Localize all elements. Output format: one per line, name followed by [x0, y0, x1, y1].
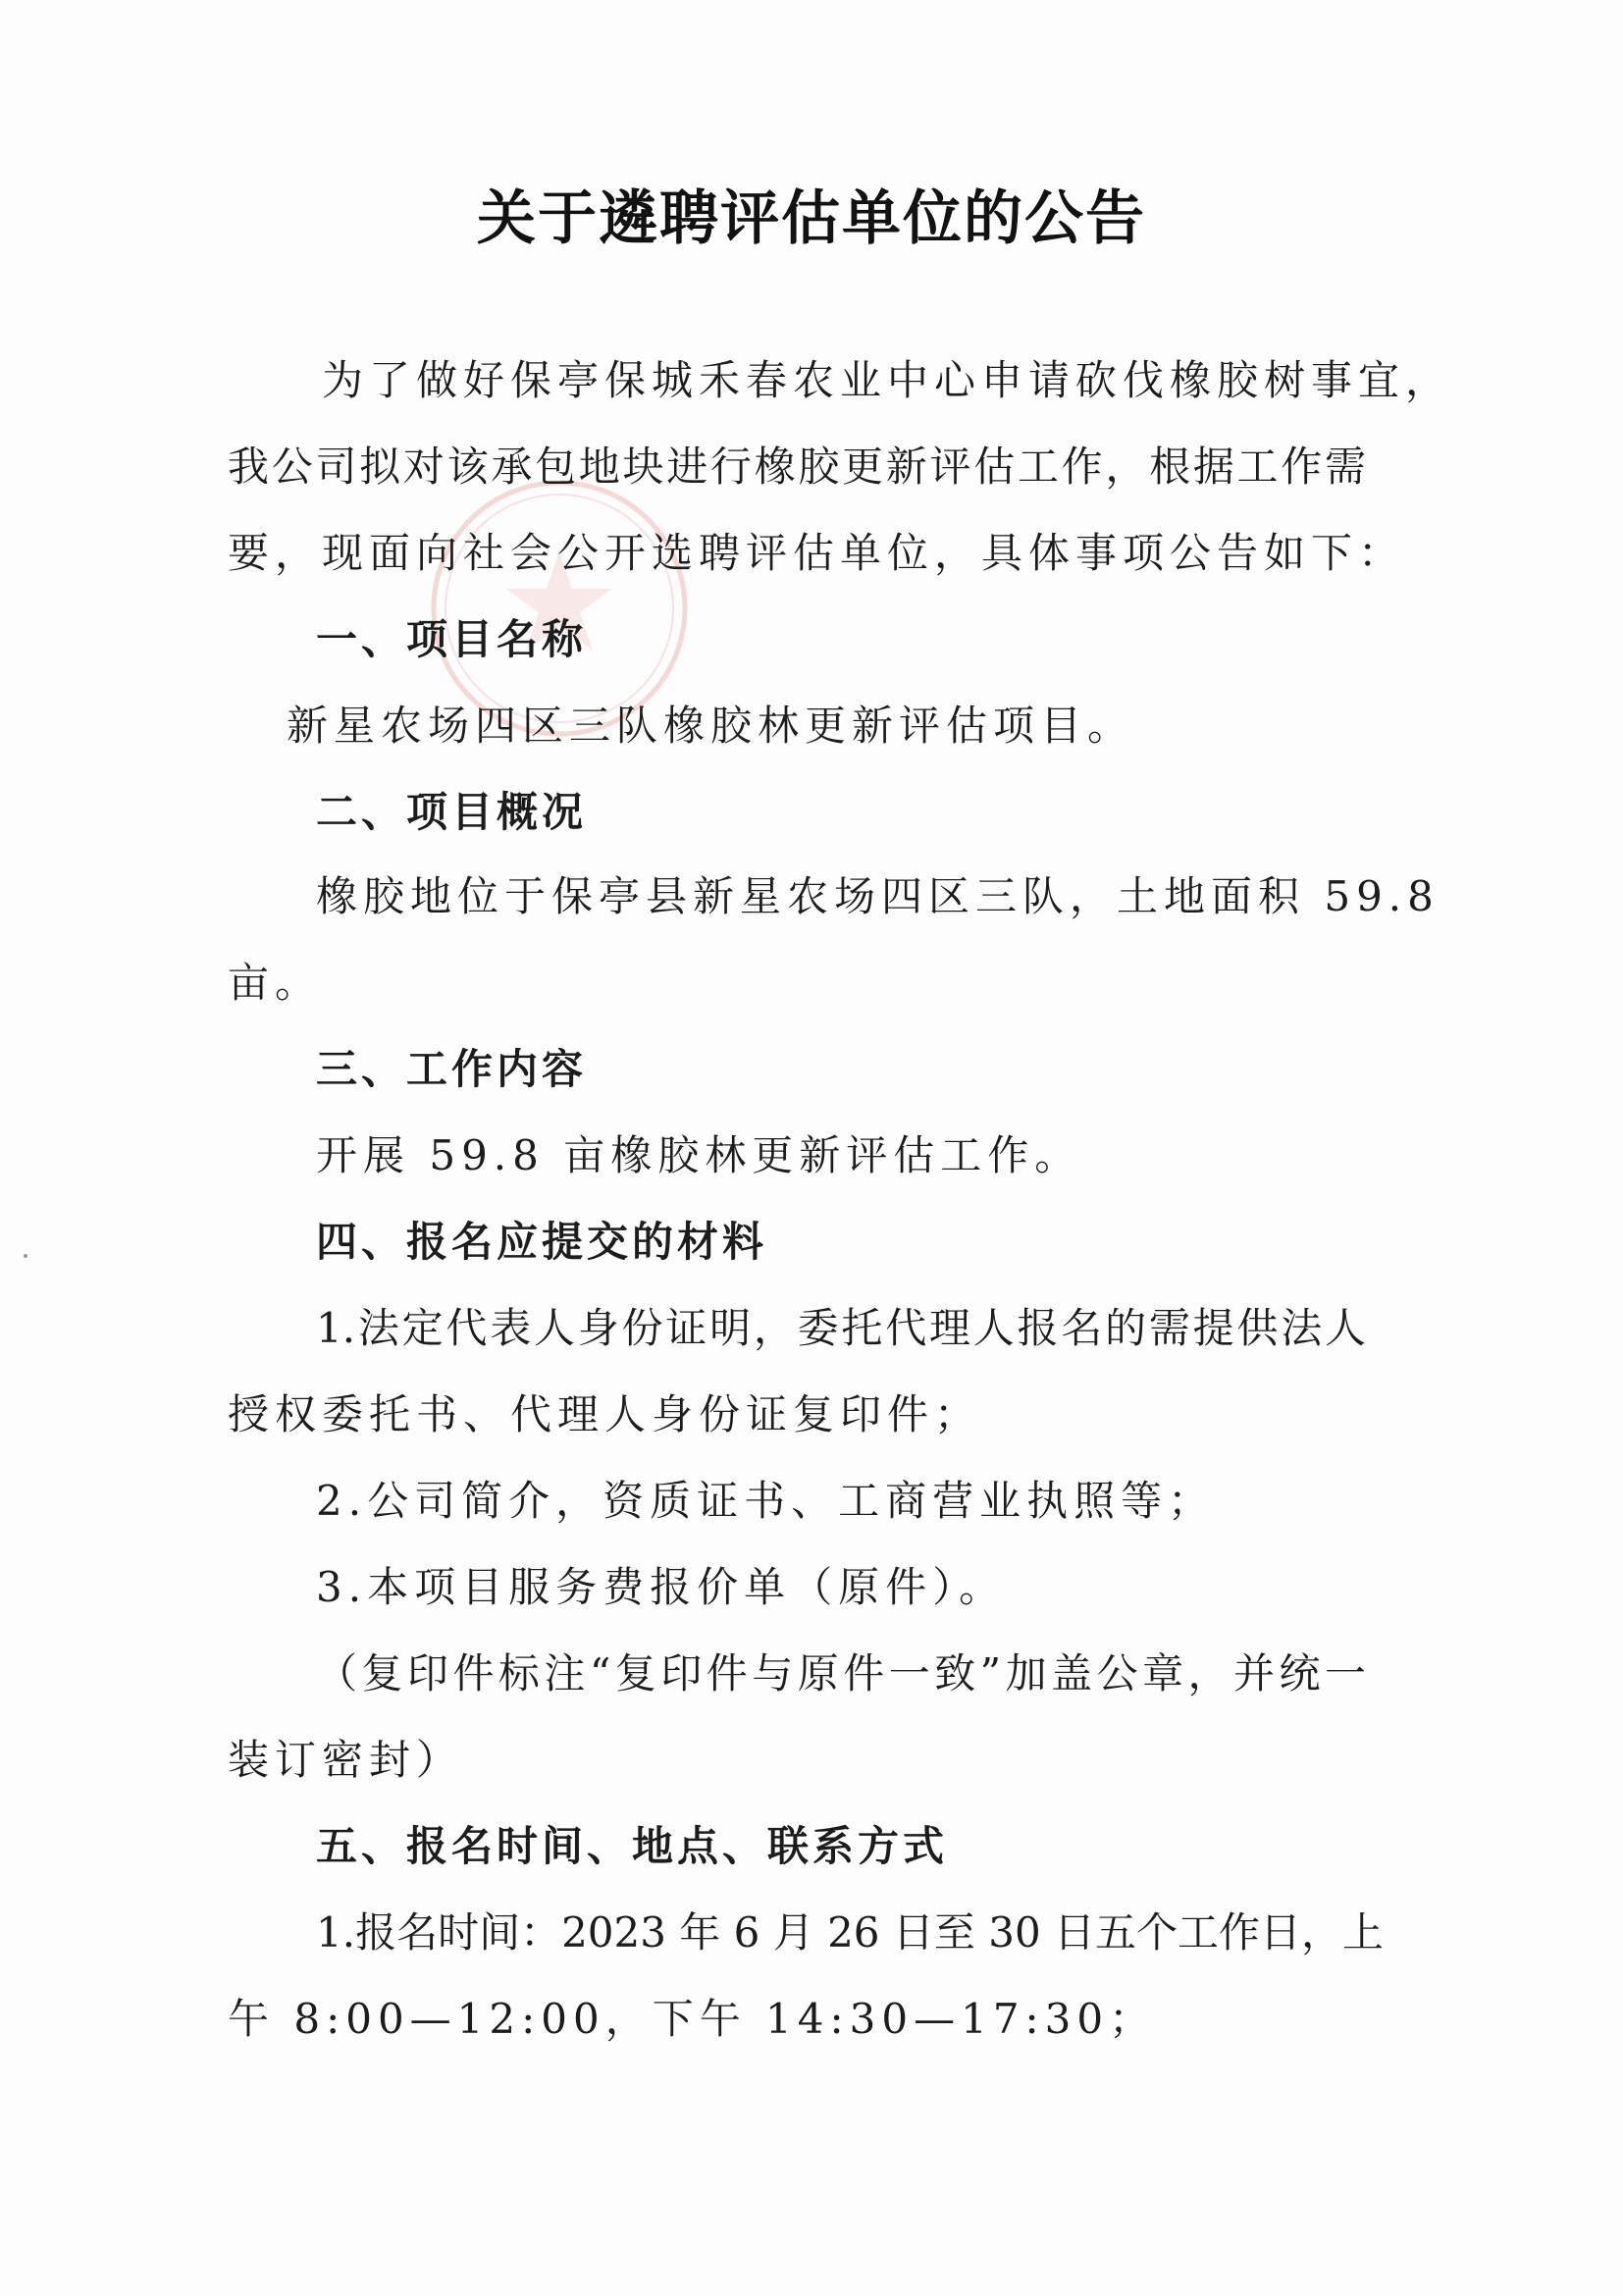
document-title: 关于遴聘评估单位的公告	[477, 184, 1146, 253]
section-heading: 四、报名应提交的材料	[316, 1218, 768, 1266]
scan-mark	[24, 1254, 27, 1258]
section-heading: 三、工作内容	[316, 1045, 588, 1093]
section-heading: 五、报名时间、地点、联系方式	[316, 1822, 949, 1870]
paragraph-line: 2.公司简介，资质证书、工商营业执照等；	[316, 1477, 1216, 1525]
paragraph-line: 橡胶地位于保亭县新星农场四区三队，土地面积 59.8	[316, 872, 1440, 920]
paragraph-line: 新星农场四区三队橡胶林更新评估项目。	[287, 702, 1135, 750]
paragraph-line: 我公司拟对该承包地块进行橡胶更新评估工作，根据工作需	[228, 443, 1366, 491]
section-heading: 一、项目名称	[316, 615, 588, 663]
paragraph-line: （复印件标注“复印件与原件一致”加盖公章，并统一	[316, 1649, 1366, 1697]
paragraph-line: 为了做好保亭保城禾春农业中心申请砍伐橡胶树事宜，	[322, 356, 1453, 404]
paragraph-line: 授权委托书、代理人身份证复印件；	[228, 1390, 982, 1438]
section-heading: 二、项目概况	[316, 788, 588, 836]
paragraph-line: 装订密封）	[228, 1736, 464, 1784]
paragraph-line: 1.报名时间：2023 年 6 月 26 日至 30 日五个工作日，上	[316, 1908, 1385, 1957]
paragraph-line: 3.本项目服务费报价单（原件）。	[316, 1563, 1007, 1611]
paragraph-line: 午 8:00—12:00，下午 14:30—17:30；	[228, 1995, 1157, 2043]
paragraph-line: 1.法定代表人身份证明，委托代理人报名的需提供法人	[316, 1304, 1366, 1352]
paragraph-line: 要，现面向社会公开选聘评估单位，具体事项公告如下：	[228, 529, 1406, 577]
paragraph-line: 开展 59.8 亩橡胶林更新评估工作。	[316, 1131, 1082, 1179]
paragraph-line: 亩。	[228, 959, 323, 1007]
